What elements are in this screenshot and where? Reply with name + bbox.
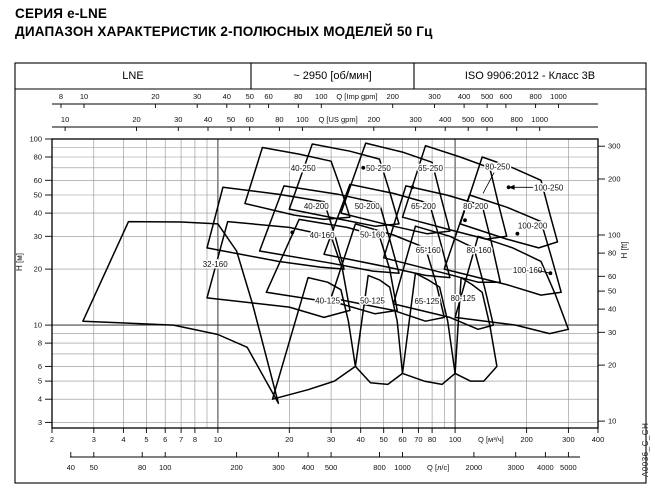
tick-label: 40: [66, 463, 75, 472]
tick-label: 2: [49, 435, 55, 444]
drawing-number: A0036_C_CH: [641, 422, 650, 477]
tick-label: 80: [33, 152, 42, 162]
tick-label: 500: [461, 115, 475, 124]
page-title: СЕРИЯ e-LNE: [15, 6, 108, 21]
tick-label: 50: [379, 435, 388, 444]
tick-label: 10: [608, 416, 617, 426]
curve-dot: [290, 231, 294, 235]
tick-label: 20: [132, 115, 141, 124]
tick-label: 6: [163, 435, 168, 444]
tick-label: 200: [520, 435, 533, 444]
tick-label: 30: [326, 435, 336, 444]
tick-label: 60: [245, 115, 254, 124]
tick-label: 8: [192, 435, 197, 444]
tick-label: 3: [91, 435, 96, 444]
tick-label: 600: [480, 115, 494, 124]
tick-label: 800: [373, 463, 386, 472]
tick-label: 50: [33, 190, 42, 200]
tick-label: 100: [315, 92, 328, 101]
tick-label: 20: [33, 264, 42, 274]
tick-label: 500: [324, 463, 338, 472]
envelope-label-40-125: 40-125: [315, 296, 341, 306]
tick-label: 60: [33, 175, 42, 185]
envelope-40-200: [207, 187, 344, 269]
axis-unit-label: Q [л/с]: [427, 463, 450, 472]
tick-label: 10: [33, 320, 42, 330]
envelope-50-125: [355, 275, 402, 384]
axis-unit-label: Q [Imp gpm]: [336, 92, 378, 101]
envelope-label-65-125: 65-125: [414, 296, 440, 306]
envelope-label-80-125: 80-125: [450, 293, 476, 303]
envelope-40-250: [245, 148, 350, 220]
header-iso-class: ISO 9906:2012 - Класс 3В: [464, 70, 596, 82]
tick-label: 7: [179, 435, 184, 444]
tick-label: 8: [37, 338, 42, 348]
envelope-label-50-200: 50-200: [354, 202, 380, 212]
tick-label: 30: [174, 115, 183, 124]
envelope-32-160: [83, 222, 279, 404]
tick-label: 2000: [465, 463, 483, 472]
tick-label: 300: [428, 92, 441, 101]
tick-label: 30: [193, 92, 202, 101]
envelope-label-40-160: 40-160: [309, 231, 335, 240]
tick-label: 100: [608, 230, 621, 240]
tick-label: 100: [448, 435, 462, 444]
envelope-label-50-250: 50-250: [365, 164, 391, 174]
tick-label: 30: [608, 327, 617, 337]
tick-label: 40: [356, 435, 365, 444]
curve-dot: [463, 218, 467, 222]
tick-label: 4: [121, 435, 126, 444]
tick-label: 200: [230, 463, 243, 472]
tick-label: 40: [222, 92, 231, 101]
curve-dot: [516, 232, 520, 236]
envelope-label-50-125: 50-125: [359, 296, 385, 306]
tick-label: 5: [37, 376, 42, 386]
tick-label: 300: [608, 141, 621, 151]
envelope-label-100-200: 100-200: [517, 221, 548, 231]
tick-label: 600: [499, 92, 513, 101]
tick-label: 300: [562, 435, 575, 444]
tick-label: 50: [608, 286, 617, 296]
tick-label: 40: [33, 208, 42, 218]
tick-label: 80: [138, 463, 147, 472]
tick-label: 60: [264, 92, 273, 101]
envelope-65-125: [403, 273, 456, 384]
axis-unit-label: Q [US gpm]: [318, 115, 358, 124]
tick-label: 3: [37, 417, 42, 427]
tick-label: 300: [409, 115, 422, 124]
tick-label: 1000: [550, 92, 567, 101]
tick-label: 10: [60, 115, 70, 124]
envelope-label-100-160: 100-160: [512, 265, 543, 275]
tick-label: 3000: [507, 463, 525, 472]
tick-label: 500: [480, 92, 494, 101]
tick-label: 50: [245, 92, 254, 101]
tick-label: 80: [294, 92, 303, 101]
envelope-label-65-160: 65-160: [415, 246, 441, 256]
tick-label: 800: [510, 115, 523, 124]
page-subtitle: ДИАПАЗОН ХАРАКТЕРИСТИК 2-ПОЛЮСНЫХ МОДЕЛЕЙ 50 Гц: [15, 24, 433, 39]
envelope-label-40-250: 40-250: [290, 164, 316, 174]
tick-label: 30: [33, 231, 42, 241]
tick-label: 200: [386, 92, 399, 101]
curve-dot: [507, 185, 511, 189]
tick-label: 5000: [560, 463, 577, 472]
envelope-label-32-160: 32-160: [202, 260, 228, 269]
curve-dot: [361, 166, 365, 170]
tick-label: 20: [285, 435, 294, 444]
tick-label: 4: [37, 394, 42, 404]
envelopes: [83, 143, 569, 403]
header-speed: ~ 2950 [об/мин]: [293, 70, 372, 82]
tick-label: 10: [213, 435, 223, 444]
tick-label: 200: [367, 115, 381, 124]
envelope-label-80-200: 80-200: [463, 202, 489, 212]
axis-h-m: [15, 135, 52, 427]
envelope-label-40-200: 40-200: [303, 202, 329, 212]
tick-label: 400: [438, 115, 452, 124]
tick-label: 200: [608, 174, 621, 184]
envelope-label-80-250: 80-250: [485, 162, 511, 172]
tick-label: 40: [203, 115, 213, 124]
curve-dot: [549, 271, 553, 275]
axis-m3h: [50, 428, 604, 444]
tick-label: 50: [89, 463, 98, 472]
tick-label: 400: [457, 92, 471, 101]
curve-dot: [410, 185, 414, 189]
tick-label: 70: [414, 435, 423, 444]
tick-label: 50: [226, 115, 236, 124]
tick-label: 100: [158, 463, 172, 472]
tick-label: 8: [58, 92, 64, 101]
tick-label: 80: [608, 248, 617, 258]
tick-label: 400: [301, 463, 315, 472]
tick-label: 60: [608, 271, 617, 281]
tick-label: 40: [608, 304, 617, 314]
axis-us-gpm: [52, 115, 598, 131]
axis-imp-gpm: [52, 92, 598, 108]
envelope-label-50-160: 50-160: [359, 230, 385, 240]
envelope-label-65-250: 65-250: [418, 163, 443, 173]
axis-title-h-m: H [м]: [15, 253, 24, 271]
axis-ls: [67, 452, 580, 472]
tick-label: 100: [29, 134, 42, 144]
axis-unit-label: Q [м³/ч]: [478, 435, 504, 444]
tick-label: 1000: [394, 463, 411, 472]
envelope-label-100-250: 100-250: [534, 183, 564, 193]
axis-title-h-ft: H [ft]: [620, 241, 629, 259]
header-series-name: LNE: [122, 70, 144, 82]
tick-label: 20: [608, 360, 617, 370]
leader-80-250: [483, 173, 494, 194]
tick-label: 4000: [537, 463, 554, 472]
envelope-label-65-200: 65-200: [410, 202, 436, 212]
tick-label: 80: [275, 115, 284, 124]
tick-label: 400: [591, 435, 605, 444]
envelope-label-80-160: 80-160: [466, 246, 492, 256]
tick-label: 80: [427, 435, 437, 444]
tick-label: 20: [151, 92, 160, 101]
tick-label: 300: [272, 463, 285, 472]
tick-label: 100: [296, 115, 309, 124]
tick-label: 1000: [531, 115, 549, 124]
tick-label: 5: [144, 435, 149, 444]
tick-label: 800: [529, 92, 542, 101]
tick-label: 60: [398, 435, 407, 444]
tick-label: 6: [37, 361, 42, 371]
tick-label: 10: [79, 92, 89, 101]
axis-h-ft: [598, 142, 629, 426]
